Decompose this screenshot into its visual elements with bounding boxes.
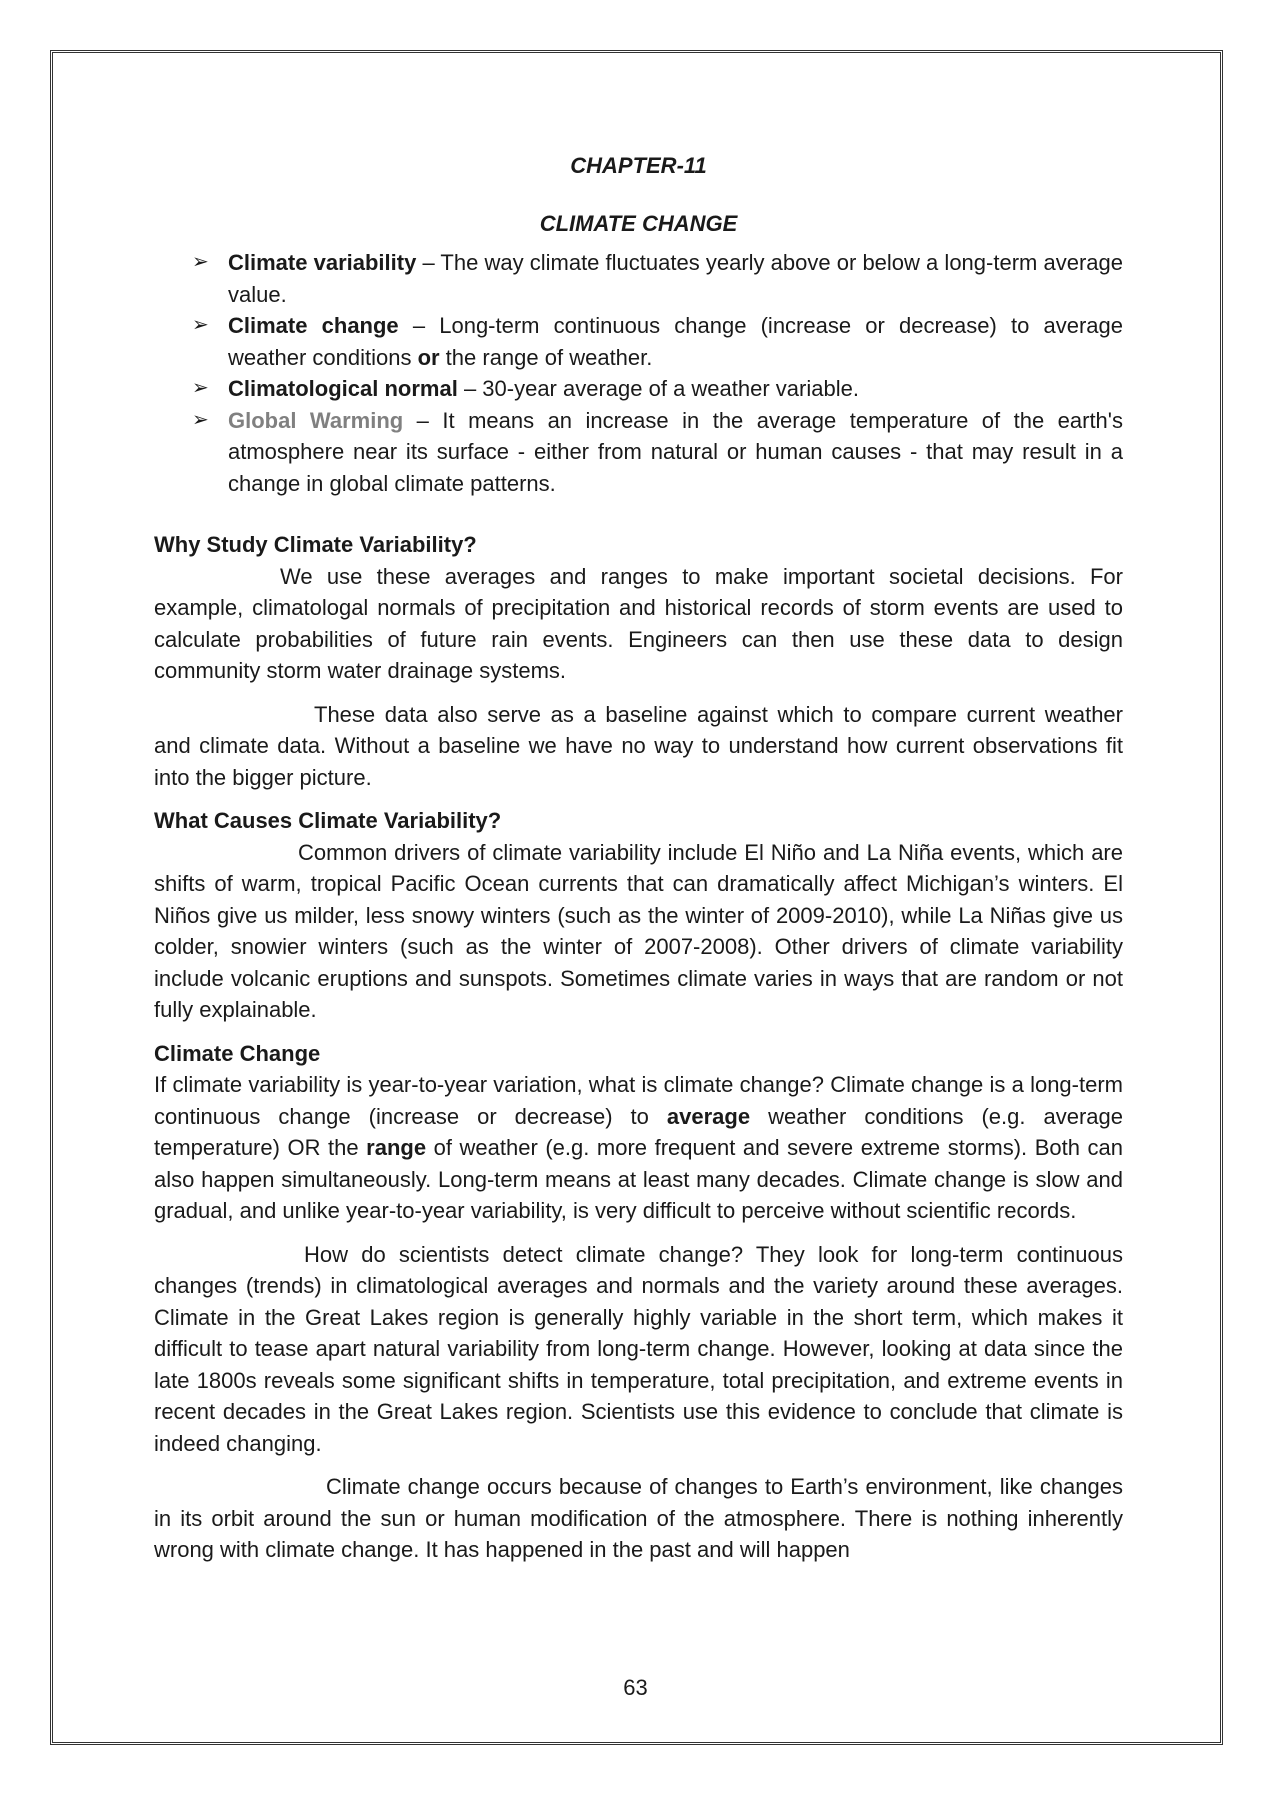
definition-term: Climate variability: [228, 250, 417, 275]
definition-item: [192, 373, 1123, 405]
definition-item: [192, 310, 1124, 373]
arrow-bullet-icon: ➢: [192, 408, 209, 431]
section-heading-what-causes: What Causes Climate Variability?: [154, 808, 502, 833]
definition-term: Global Warming: [228, 407, 404, 433]
definitions-list: [154, 247, 1123, 499]
definition-term: Climatological normal: [228, 376, 458, 401]
arrow-bullet-icon: ➢: [192, 314, 209, 336]
definition-text: – Long-term continuous change (increase or decrease) to average weather conditions: [228, 313, 1124, 370]
page-content: [154, 150, 1123, 1566]
definition-item: [192, 247, 1123, 310]
text-run: If climate variability is year-to-year variation, what is climate change? Climate change is a long-term continuous change (increase or decrease) to: [154, 1072, 1123, 1129]
text-run: weather conditions (e.g. average temperature) OR the: [154, 1103, 1124, 1160]
chapter-title: CLIMATE CHANGE: [539, 210, 738, 236]
text-run: of weather (e.g. more frequent and severe extreme storms). Both can also happen simultaneously. Long-term means at least many decades. Climate change is slow and gradual, and unlike year-to-year variability, is very difficult to perceive without scientific records.: [154, 1135, 1123, 1223]
emphasis-range: range: [366, 1135, 427, 1160]
arrow-bullet-icon: ➢: [192, 251, 209, 273]
definition-emphasis: or: [417, 344, 440, 370]
paragraph: How do scientists detect climate change? They look for long-term continuous changes (trends) in climatological averages and normals and the variety around these averages. Climate in the Great Lakes region is generally highly variable in the short term, which makes it difficult to tease apart natural variability from long-term change. However, looking at data since the late 1800s reveals some significant shifts in temperature, total precipitation, and extreme events in recent decades in the Great Lakes region. Scientists use this evidence to conclude that climate is indeed changing.: [154, 1241, 1123, 1456]
definition-term: Climate change: [228, 313, 399, 338]
paragraph: Common drivers of climate variability include El Niño and La Niña events, which are shifts of warm, tropical Pacific Ocean currents that can dramatically affect Michigan’s winters. El Niños give us milder, less snowy winters (such as the winter of 2009-2010), while La Niñas give us colder, snowier winters (such as the winter of 2007-2008). Other drivers of climate variability include volcanic eruptions and sunspots. Sometimes climate varies in ways that are random or not fully explainable.: [154, 839, 1123, 1022]
paragraph: Climate change occurs because of changes to Earth’s environment, like changes in its orbit around the sun or human modification of the atmosphere. There is nothing inherently wrong with climate change. It has happened in the past and will happen: [154, 1474, 1123, 1562]
section-heading-why-study: Why Study Climate Variability?: [154, 532, 477, 557]
chapter-label: CHAPTER-11: [570, 153, 707, 178]
page-number: 63: [623, 1675, 648, 1700]
definition-item: [192, 405, 1123, 500]
arrow-bullet-icon: ➢: [192, 377, 209, 399]
definition-text: – 30-year average of a weather variable.: [457, 376, 859, 401]
paragraph: We use these averages and ranges to make important societal decisions. For example, climatologal normals of precipitation and historical records of storm events are used to calculate probabilities of future rain events. Engineers can then use these data to design community storm water drainage systems.: [154, 563, 1123, 683]
definition-text: – The way climate fluctuates yearly above or below a long-term average value.: [228, 250, 1123, 307]
emphasis-average: average: [666, 1103, 751, 1129]
paragraph: These data also serve as a baseline against which to compare current weather and climate data. Without a baseline we have no way to understand how current observations fit into the bigger picture.: [154, 701, 1123, 790]
definition-text: – It means an increase in the average temperature of the earth's atmosphere near its surface - either from natural or human causes - that may result in a change in global climate patterns.: [228, 407, 1123, 496]
section-heading-climate-change: Climate Change: [154, 1040, 321, 1066]
paragraph: [154, 1069, 1123, 1227]
definition-text: the range of weather.: [439, 344, 653, 370]
